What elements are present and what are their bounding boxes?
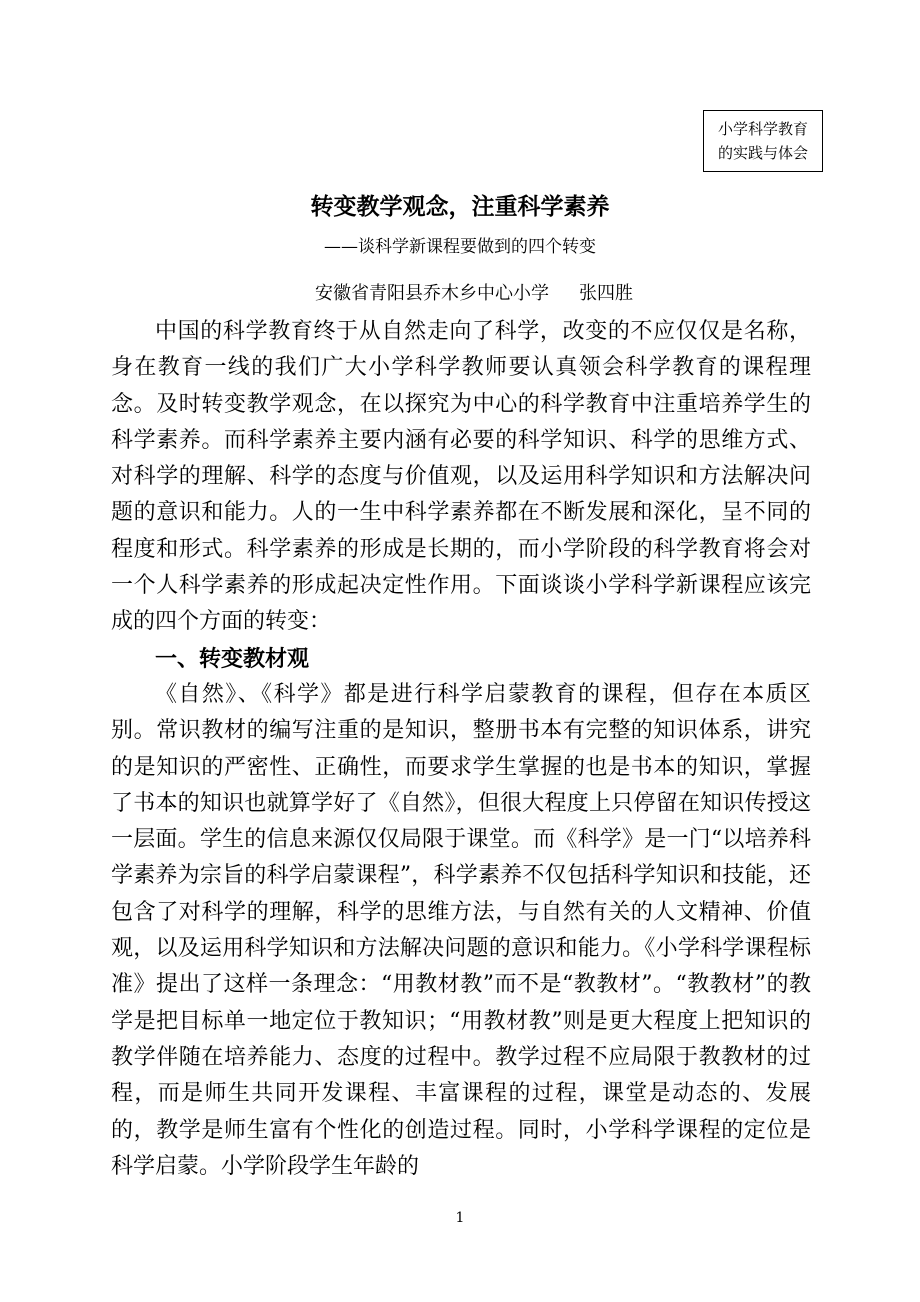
section-1-heading: 一、转变教材观	[155, 645, 310, 672]
author-name: 张四胜	[579, 283, 633, 304]
intro-paragraph: 中国的科学教育终于从自然走向了科学，改变的不应仅仅是名称，身在教育一线的我们广大小学科学教师要认真领会科学教育的课程理念。及时转变教学观念，在以探究为中心的科学教育中注重培养学生的科学素养。而科学素养主要内涵有必要的科学知识、科学的思维方式、对科学的理解、科学的态度与价值观，以及运用科学知识和方法解决问题的意识和能力。人的一生中科学素养都在不断发展和深化，呈不同的程度和形式。科学素养的形成是长期的，而小学阶段的科学教育将会对一个人科学素养的形成起决定性作用。下面谈谈小学科学新课程应该完成的四个方面的转变：	[111, 319, 811, 635]
document-subtitle: ——谈科学新课程要做到的四个转变	[324, 237, 596, 257]
document-body	[111, 314, 811, 1185]
author-line	[315, 280, 633, 308]
topic-label-box	[703, 110, 823, 172]
topic-label-line-1: 小学科学教育	[717, 120, 808, 138]
topic-label-line-2: 的实践与体会	[717, 144, 808, 162]
author-school: 安徽省青阳县乔木乡中心小学	[315, 283, 549, 304]
document-title: 转变教学观念，注重科学素养	[310, 193, 610, 220]
section-1-paragraph: 《自然》、《科学》都是进行科学启蒙教育的课程，但存在本质区别。常识教材的编写注重的是知识，整册书本有完整的知识体系，讲究的是知识的严密性、正确性，而要求学生掌握的也是书本的知识，掌握了书本的知识也就算学好了《自然》，但很大程度上只停留在知识传授这一层面。学生的信息来源仅仅局限于课堂。而《科学》是一门“以培养科学素养为宗旨的科学启蒙课程”，科学素养不仅包括科学知识和技能，还包含了对科学的理解，科学的思维方法，与自然有关的人文精神、价值观，以及运用科学知识和方法解决问题的意识和能力。《小学科学课程标准》提出了这样一条理念：“用教材教”而不是“教教材”。“教教材”的教学是把目标单一地定位于教知识；“用教材教”则是更大程度上把知识的教学伴随在培养能力、态度的过程中。教学过程不应局限于教教材的过程，而是师生共同开发课程、丰富课程的过程，课堂是动态的、发展的，教学是师生富有个性化的创造过程。同时，小学科学课程的定位是科学启蒙。小学阶段学生年龄的	[111, 681, 811, 1179]
page-number: 1	[455, 1210, 465, 1226]
